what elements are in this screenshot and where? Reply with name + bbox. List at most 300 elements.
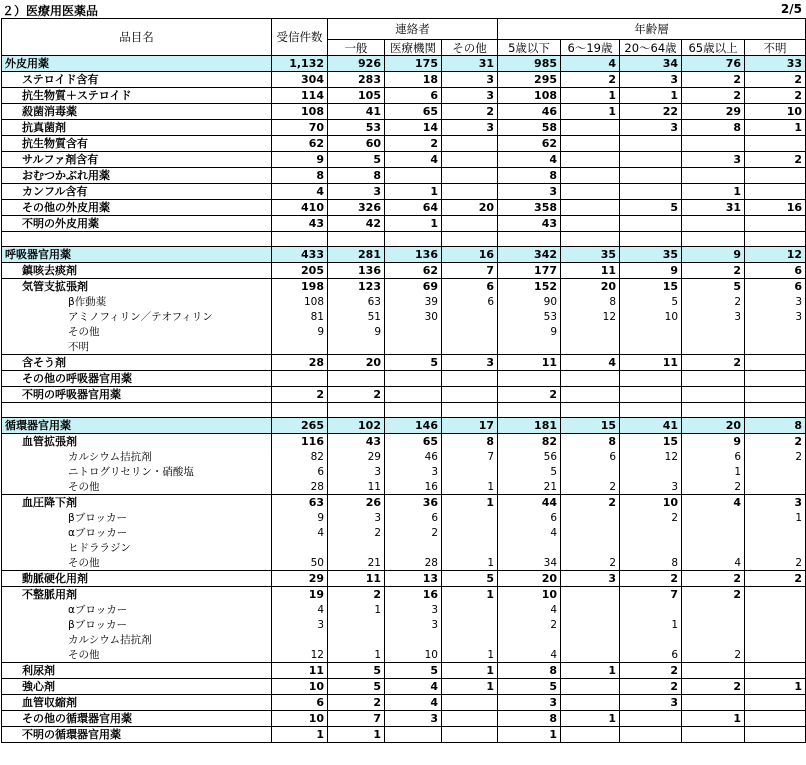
detail-row <box>2 309 806 324</box>
table-cell: 5 <box>498 464 561 479</box>
table-cell <box>328 403 385 418</box>
table-cell: 9 <box>682 434 745 450</box>
table-cell: 81 <box>272 309 328 324</box>
table-cell <box>442 216 498 232</box>
table-cell: 82 <box>272 449 328 464</box>
table-cell: 198 <box>272 279 328 295</box>
table-cell <box>561 168 620 184</box>
table-cell: 26 <box>328 495 385 511</box>
table-cell: 2 <box>498 617 561 632</box>
table-cell <box>328 339 385 355</box>
table-cell <box>682 632 745 647</box>
table-cell: 28 <box>272 355 328 371</box>
table-cell <box>682 168 745 184</box>
table-cell <box>498 540 561 555</box>
table-cell <box>745 184 806 200</box>
table-cell: 1 <box>745 120 806 136</box>
table-cell: 41 <box>328 104 385 120</box>
table-cell: 10 <box>745 104 806 120</box>
table-cell: 926 <box>328 56 385 72</box>
table-cell: 28 <box>385 555 442 571</box>
row-label: 鎮咳去痰剤 <box>2 263 272 279</box>
table-cell: 4 <box>498 525 561 540</box>
col-item-name: 品目名 <box>2 19 272 56</box>
table-cell <box>682 525 745 540</box>
table-row <box>2 152 806 168</box>
detail-row <box>2 525 806 540</box>
table-cell: 326 <box>328 200 385 216</box>
table-cell <box>561 679 620 695</box>
table-cell: 10 <box>272 679 328 695</box>
table-cell <box>620 525 682 540</box>
table-cell: 4 <box>498 602 561 617</box>
table-cell: 105 <box>328 88 385 104</box>
row-label: おむつかぶれ用薬 <box>2 168 272 184</box>
table-cell: 102 <box>328 418 385 434</box>
table-cell: 2 <box>385 525 442 540</box>
table-cell <box>561 200 620 216</box>
table-cell: 3 <box>272 617 328 632</box>
table-cell: 175 <box>385 56 442 72</box>
table-cell: 985 <box>498 56 561 72</box>
table-cell <box>682 695 745 711</box>
row-label: その他 <box>2 479 272 495</box>
col-age-65plus: 65歳以上 <box>682 40 745 56</box>
table-row <box>2 387 806 403</box>
table-cell: 2 <box>745 152 806 168</box>
row-label: 強心剤 <box>2 679 272 695</box>
row-label: 血管収縮剤 <box>2 695 272 711</box>
table-cell: 50 <box>272 555 328 571</box>
table-cell <box>498 339 561 355</box>
row-label: βブロッカー <box>2 510 272 525</box>
table-cell: 295 <box>498 72 561 88</box>
table-cell: 177 <box>498 263 561 279</box>
detail-row <box>2 339 806 355</box>
table-cell: 76 <box>682 56 745 72</box>
table-row <box>2 727 806 743</box>
table-cell: 53 <box>498 309 561 324</box>
table-cell: 63 <box>328 294 385 309</box>
table-cell <box>620 632 682 647</box>
table-cell: 35 <box>620 247 682 263</box>
table-cell: 62 <box>498 136 561 152</box>
table-cell: 8 <box>498 168 561 184</box>
table-row <box>2 136 806 152</box>
table-cell: 6 <box>745 263 806 279</box>
table-cell: 58 <box>498 120 561 136</box>
row-label: βブロッカー <box>2 617 272 632</box>
table-row <box>2 216 806 232</box>
row-label: 不明の外皮用薬 <box>2 216 272 232</box>
table-cell: 265 <box>272 418 328 434</box>
table-cell <box>561 602 620 617</box>
table-cell: 6 <box>498 510 561 525</box>
table-cell: 2 <box>682 355 745 371</box>
table-cell <box>385 324 442 339</box>
table-cell <box>442 695 498 711</box>
row-label: 抗真菌剤 <box>2 120 272 136</box>
table-cell <box>682 617 745 632</box>
table-cell <box>682 602 745 617</box>
table-cell <box>745 695 806 711</box>
table-cell: 1 <box>745 510 806 525</box>
table-cell <box>442 324 498 339</box>
table-row <box>2 355 806 371</box>
table-cell: 33 <box>745 56 806 72</box>
row-label: その他 <box>2 647 272 663</box>
table-cell: 2 <box>745 72 806 88</box>
table-cell: 152 <box>498 279 561 295</box>
col-contact-general: 一般 <box>328 40 385 56</box>
table-cell: 65 <box>385 434 442 450</box>
table-cell <box>682 387 745 403</box>
table-cell: 1 <box>385 184 442 200</box>
table-cell: 1 <box>442 587 498 603</box>
table-row <box>2 695 806 711</box>
table-cell: 3 <box>385 602 442 617</box>
table-cell: 11 <box>328 479 385 495</box>
page-header <box>0 0 806 18</box>
table-row <box>2 72 806 88</box>
table-cell <box>561 695 620 711</box>
table-cell <box>498 232 561 247</box>
row-label: 不明 <box>2 339 272 355</box>
table-cell: 2 <box>682 587 745 603</box>
table-cell: 304 <box>272 72 328 88</box>
table-cell: 30 <box>385 309 442 324</box>
table-cell: 15 <box>620 279 682 295</box>
table-cell: 2 <box>328 525 385 540</box>
table-cell: 1 <box>498 727 561 743</box>
table-cell: 3 <box>682 152 745 168</box>
row-label: カルシウム拮抗剤 <box>2 632 272 647</box>
table-cell: 16 <box>442 247 498 263</box>
row-label: αブロッカー <box>2 525 272 540</box>
table-cell: 43 <box>328 434 385 450</box>
table-cell: 3 <box>620 695 682 711</box>
table-cell: 18 <box>385 72 442 88</box>
table-body <box>2 56 806 743</box>
table-cell: 2 <box>745 555 806 571</box>
table-cell <box>385 339 442 355</box>
table-cell: 205 <box>272 263 328 279</box>
table-cell: 2 <box>620 679 682 695</box>
table-cell: 20 <box>442 200 498 216</box>
table-cell: 3 <box>385 464 442 479</box>
table-cell: 3 <box>498 184 561 200</box>
table-cell: 2 <box>561 72 620 88</box>
table-cell: 3 <box>620 479 682 495</box>
table-cell <box>561 617 620 632</box>
table-cell: 31 <box>682 200 745 216</box>
detail-row <box>2 602 806 617</box>
table-cell <box>385 727 442 743</box>
row-label: ステロイド含有 <box>2 72 272 88</box>
table-cell: 1 <box>682 184 745 200</box>
table-cell: 1 <box>682 464 745 479</box>
detail-row <box>2 324 806 339</box>
table-cell <box>442 371 498 387</box>
col-total: 受信件数 <box>272 19 328 56</box>
table-row <box>2 200 806 216</box>
row-label <box>2 232 272 247</box>
table-cell: 3 <box>620 72 682 88</box>
table-cell: 283 <box>328 72 385 88</box>
table-cell: 6 <box>745 279 806 295</box>
table-cell: 6 <box>620 647 682 663</box>
table-cell: 43 <box>272 216 328 232</box>
table-cell: 21 <box>498 479 561 495</box>
table-cell: 1 <box>442 495 498 511</box>
table-row <box>2 495 806 511</box>
table-cell: 2 <box>561 495 620 511</box>
table-cell <box>745 647 806 663</box>
table-cell: 39 <box>385 294 442 309</box>
table-cell <box>745 602 806 617</box>
table-cell <box>745 216 806 232</box>
table-cell: 114 <box>272 88 328 104</box>
detail-row <box>2 464 806 479</box>
row-label: その他の呼吸器官用薬 <box>2 371 272 387</box>
table-cell: 19 <box>272 587 328 603</box>
table-cell <box>682 324 745 339</box>
table-cell: 2 <box>272 387 328 403</box>
table-cell <box>561 184 620 200</box>
table-cell: 410 <box>272 200 328 216</box>
table-cell <box>620 387 682 403</box>
row-label: 血管拡張剤 <box>2 434 272 450</box>
table-cell: 3 <box>745 495 806 511</box>
row-label: 抗生物質＋ステロイド <box>2 88 272 104</box>
table-cell <box>442 152 498 168</box>
table-cell: 60 <box>328 136 385 152</box>
table-cell: 4 <box>561 56 620 72</box>
table-cell <box>442 339 498 355</box>
table-cell: 15 <box>620 434 682 450</box>
table-cell: 9 <box>272 152 328 168</box>
table-cell: 5 <box>328 152 385 168</box>
table-cell: 2 <box>682 72 745 88</box>
table-cell: 29 <box>682 104 745 120</box>
table-cell: 20 <box>498 571 561 587</box>
table-cell: 5 <box>498 679 561 695</box>
row-label: 循環器官用薬 <box>2 418 272 434</box>
table-cell <box>561 587 620 603</box>
table-cell: 62 <box>272 136 328 152</box>
table-cell: 2 <box>328 587 385 603</box>
table-cell: 146 <box>385 418 442 434</box>
table-cell: 14 <box>385 120 442 136</box>
table-cell <box>561 232 620 247</box>
detail-row <box>2 294 806 309</box>
group-contact: 連絡者 <box>328 19 498 40</box>
row-label: 外皮用薬 <box>2 56 272 72</box>
detail-row <box>2 632 806 647</box>
table-cell: 9 <box>328 324 385 339</box>
table-cell <box>745 711 806 727</box>
row-label: 抗生物質含有 <box>2 136 272 152</box>
table-cell: 2 <box>682 647 745 663</box>
row-label: アミノフィリン／テオフィリン <box>2 309 272 324</box>
table-cell: 8 <box>442 434 498 450</box>
table-cell: 43 <box>498 216 561 232</box>
table-cell: 1 <box>328 602 385 617</box>
table-cell <box>620 727 682 743</box>
row-label: 利尿剤 <box>2 663 272 679</box>
row-label: 不明の循環器官用薬 <box>2 727 272 743</box>
row-label: その他の外皮用薬 <box>2 200 272 216</box>
table-cell <box>561 525 620 540</box>
table-cell: 12 <box>561 309 620 324</box>
table-cell: 181 <box>498 418 561 434</box>
table-cell: 1 <box>561 663 620 679</box>
table-cell <box>745 479 806 495</box>
table-cell <box>745 355 806 371</box>
row-label: カルシウム拮抗剤 <box>2 449 272 464</box>
table-cell <box>442 540 498 555</box>
table-cell: 3 <box>328 510 385 525</box>
table-cell <box>328 540 385 555</box>
table-cell <box>498 632 561 647</box>
table-cell: 4 <box>498 647 561 663</box>
table-cell: 5 <box>442 571 498 587</box>
table-cell <box>745 464 806 479</box>
col-age-unknown: 不明 <box>745 40 806 56</box>
table-cell: 108 <box>272 104 328 120</box>
table-cell: 4 <box>682 495 745 511</box>
table-cell <box>682 510 745 525</box>
table-cell: 1 <box>385 216 442 232</box>
table-cell: 8 <box>272 168 328 184</box>
table-cell: 82 <box>498 434 561 450</box>
table-cell: 35 <box>561 247 620 263</box>
table-cell: 1 <box>328 727 385 743</box>
table-cell <box>745 727 806 743</box>
table-cell: 62 <box>385 263 442 279</box>
table-cell: 116 <box>272 434 328 450</box>
table-cell <box>385 168 442 184</box>
table-cell: 16 <box>385 587 442 603</box>
table-cell: 20 <box>682 418 745 434</box>
table-cell: 1 <box>442 479 498 495</box>
table-cell <box>272 371 328 387</box>
table-cell <box>385 403 442 418</box>
table-cell: 7 <box>442 263 498 279</box>
table-cell: 1 <box>745 679 806 695</box>
table-cell: 34 <box>620 56 682 72</box>
table-cell: 6 <box>442 294 498 309</box>
table-cell: 21 <box>328 555 385 571</box>
table-cell <box>620 339 682 355</box>
detail-row <box>2 555 806 571</box>
table-cell <box>561 387 620 403</box>
table-cell: 16 <box>385 479 442 495</box>
table-cell: 17 <box>442 418 498 434</box>
table-cell: 2 <box>620 663 682 679</box>
table-cell: 29 <box>328 449 385 464</box>
table-cell: 46 <box>498 104 561 120</box>
table-cell <box>745 324 806 339</box>
table-cell: 9 <box>620 263 682 279</box>
table-cell <box>620 184 682 200</box>
table-cell: 5 <box>385 355 442 371</box>
spacer-row <box>2 232 806 247</box>
table-cell: 20 <box>328 355 385 371</box>
table-row <box>2 263 806 279</box>
table-cell: 20 <box>561 279 620 295</box>
table-cell <box>442 711 498 727</box>
row-label: 殺菌消毒薬 <box>2 104 272 120</box>
table-row <box>2 434 806 450</box>
table-cell <box>442 403 498 418</box>
table-cell: 12 <box>745 247 806 263</box>
table-cell: 46 <box>385 449 442 464</box>
statistics-table <box>1 18 806 743</box>
table-row <box>2 571 806 587</box>
table-cell <box>561 727 620 743</box>
row-label: β作動薬 <box>2 294 272 309</box>
table-cell: 9 <box>682 247 745 263</box>
table-cell <box>561 647 620 663</box>
table-cell: 2 <box>682 263 745 279</box>
table-cell: 3 <box>620 120 682 136</box>
col-age-under5: 5歳以下 <box>498 40 561 56</box>
group-age: 年齢層 <box>498 19 806 40</box>
table-cell <box>620 136 682 152</box>
category-row <box>2 418 806 434</box>
detail-row <box>2 647 806 663</box>
table-cell: 7 <box>328 711 385 727</box>
table-cell <box>272 232 328 247</box>
table-cell <box>745 525 806 540</box>
row-label: その他の循環器官用薬 <box>2 711 272 727</box>
table-cell <box>272 540 328 555</box>
table-cell: 358 <box>498 200 561 216</box>
table-cell <box>745 387 806 403</box>
table-cell <box>620 232 682 247</box>
table-cell: 2 <box>620 571 682 587</box>
row-label: ヒドララジン <box>2 540 272 555</box>
table-cell <box>561 216 620 232</box>
category-row <box>2 247 806 263</box>
table-cell: 1 <box>561 104 620 120</box>
table-cell: 2 <box>682 294 745 309</box>
table-cell <box>682 540 745 555</box>
table-cell <box>442 136 498 152</box>
table-cell: 64 <box>385 200 442 216</box>
table-cell <box>561 632 620 647</box>
table-cell: 1 <box>328 647 385 663</box>
table-cell: 4 <box>561 355 620 371</box>
table-cell: 108 <box>272 294 328 309</box>
table-cell: 11 <box>328 571 385 587</box>
table-cell <box>745 371 806 387</box>
table-cell <box>385 540 442 555</box>
table-cell: 42 <box>328 216 385 232</box>
table-cell: 22 <box>620 104 682 120</box>
table-cell <box>745 136 806 152</box>
table-cell <box>561 339 620 355</box>
table-cell: 36 <box>385 495 442 511</box>
table-cell: 2 <box>620 510 682 525</box>
table-cell: 2 <box>745 88 806 104</box>
table-cell <box>745 232 806 247</box>
table-cell: 4 <box>385 679 442 695</box>
table-cell: 15 <box>561 418 620 434</box>
table-cell: 2 <box>682 88 745 104</box>
table-cell: 1 <box>561 711 620 727</box>
